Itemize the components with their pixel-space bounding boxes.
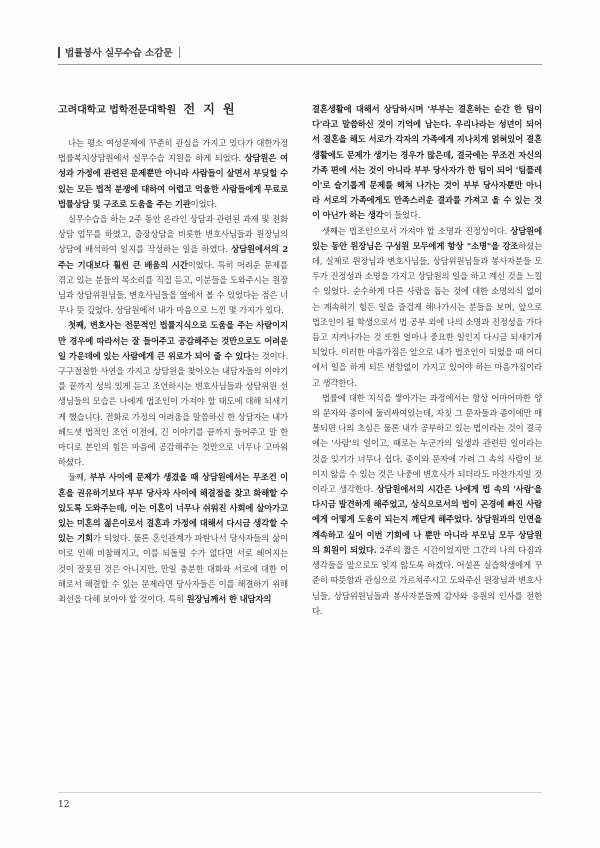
paragraph	[312, 224, 542, 391]
right-column	[312, 102, 542, 619]
bold-text-run: 상담원에서의 시간은 나에게 법 속의 '사람'을 다시금 발견하게 해주었고, 상식으로서의 법이 곤경에 빠진 사람에게 어떻게 도움이 되는지 깨닫게 해주었다. 상담원과의 인연을 계속하고 싶어 이번 기회에 나 뿐만 아니라 부모님 모두 상담원의 회원이 되었다.	[312, 484, 542, 555]
author-name: 전 지 원	[183, 102, 237, 116]
left-paragraphs	[58, 136, 288, 607]
bold-text-run: 상담원에서의 2주는 기대보다 훨씬 큰 배움의 시간	[58, 244, 288, 270]
footer-rule	[58, 792, 542, 793]
section-title: 법률봉사 실무수습 소감문	[65, 48, 173, 59]
text-run: 이었다.	[190, 198, 217, 209]
left-column	[58, 100, 288, 607]
author-affiliation: 고려대학교 법학전문대학원	[58, 105, 177, 116]
paragraph	[58, 318, 288, 470]
text-run: 하셨는데, 실제로 원장님과 변호사님들, 상담위원님들과 봉사자분들 모두가 진정성과 소명을 가지고 상담원의 일을 하고 계신 것을 느낄 수 있었다. 순수하게 다른 사람을 돕는 것에 대한 소명의식 없이는 계속하기 힘든 일을 즐겁게 해나가시는 분들을 보며, 앞으로 법조인이 될 학생으로서 법 공부 외에 나의 소명과 진정성을 가다듬고 지켜나가는 것 또한 얼마나 중요한 일인지 다시금 되새기게 되었다. 이러한 마음가짐은 앞으로 내가 법조인이 되었을 때 어디에서 일을 하게 되든 변함없이 가지고 있어야 하는 마음가짐이라고 생각한다.	[312, 240, 542, 388]
paragraph	[312, 391, 542, 619]
text-run: 실무수습을 하는 2주 동안 온라인 상담과 관련된 과제 및 전화상담 업무를 하였고, 출장상담을 비롯한 변호사님들과 원장님의 상담에 배석하여 일지를 작성하는 일을 하였다.	[58, 214, 288, 255]
text-run: 는 것이다. 구구절절한 사연을 가지고 상담원을 찾아오는 내담자들의 이야기를 끝까지 성의 있게 듣고 조언하시는 변호사님들과 상담위원 선생님들의 모습은 나에게 법조인이 가져야 할 태도에 대해 되새기게 했습니다. 전화로 가정의 어려움을 말씀하신 한 상담자는 내가 헤드셋 법적인 조언 이전에, 긴 이야기를 끝까지 들어주고 말 한마디로 본인의 힘든 마음에 공감해주는 것만으로 너무나 고마워하셨다.	[58, 350, 289, 468]
bold-text-run: 결혼생활에 대해서 상담하시며 '부부는 결혼하는 순간 한 팀이다'라고 말씀하신 것이 기억에 남는다. 우리나라는 성년이 되어서 결혼을 해도 서로가 각자의 가족에게 지나치게 얽혀있어 결혼생활에도 문제가 생기는 경우가 많은데, 결국에는 무조건 자신의 가족 편에 서는 것이 아니라 부부 당사자가 한 팀이 되어 '팀플레이'로 슬기롭게 문제를 헤쳐 나가는 것이 부부 당사자뿐만 아니라 서로의 가족에게도 만족스러운 결과를 가져고 올 수 있는 것이 아닌가 하는 생각	[312, 104, 542, 221]
right-paragraphs	[312, 102, 542, 619]
bold-text-run: 부부 사이에 문제가 생겼을 때 상담원에서는 무조건 이혼을 권유하기보다 부부 당사자 사이에 해결점을 찾고 화해할 수 있도록 도와주는데, 이는 이혼이 너무나 쉬워진 사회에 살아가고 있는 미혼의 젊은이로서 결혼과 가정에 대해서 다시금 생각할 수 있는 기회	[58, 472, 288, 544]
header-divider-mark	[179, 47, 180, 58]
header-bar-mark	[58, 47, 60, 58]
paragraph	[58, 136, 288, 212]
text-run: 이었다. 특히 어려운 문제를 겪고 있는 분들의 목소리를 직접 듣고, 이분들을 도와주시는 원장님과 상담위원님들, 변호사님들을 옆에서 볼 수 있었다는 점은 너무나 뜻 깊었다. 상담원에서 내가 마음으로 느낀 몇 가지가 있다.	[58, 259, 288, 316]
paragraph	[58, 212, 288, 318]
header-rule	[58, 64, 542, 65]
bold-text-run: 상담원에 있는 동안 원장님은 구성원 모두에게 항상 "소명"을 강조	[312, 225, 542, 251]
author-line	[58, 100, 288, 124]
text-run: 나는 평소 여성문제에 꾸준히 관심을 가지고 있다가 대한가정법률복지상담원에서 실무수습 지원을 하게 되었다.	[58, 138, 288, 164]
text-run: 이 들었다.	[383, 210, 421, 221]
text-run: 법률에 대한 지식을 쌓아가는 과정에서는 항상 어마어마한 양의 문자와 종이에 둘러싸여있는데, 자칫 그 문자들과 종이에만 매몰되면 나의 초심은 물론 내가 공부하고 있는 법이라는 것이 결국에는 '사람'의 일이고, 때로는 누군가의 일생과 관련된 일이라는 것을 잊기가 너무나 쉽다. 종이와 문자에 가려 그 속의 사람이 보이지 않을 수 있는 것은 나중에 변호사가 되더라도 마찬가지일 것이라고 생각한다.	[312, 392, 542, 495]
paragraph	[312, 102, 542, 224]
page-number: 12	[58, 800, 70, 810]
text-run: 셋째는 법조인으로서 가져야 할 소명과 진정성이다.	[322, 225, 511, 236]
bold-text-run: 첫째, 변호사는 전문적인 법률지식으로 도움을 주는 사람이지만 경우에 따라서는 잘 들어주고 공감해주는 것만으로도 어려운 일 가운데에 있는 사람에게 큰 위로가 되어 줄 수 있다	[58, 320, 288, 361]
bold-text-run: 원장님께서 한 내담자의	[186, 594, 272, 605]
bold-text-run: 상담원은 여성과 가정에 관련된 문제뿐만 아니라 사람들이 살면서 부딪힐 수 있는 모든 법적 분쟁에 대하여 어렵고 억울한 사람들에게 무료로 법률상담 및 구조로 도움을 주는 기관	[58, 153, 288, 209]
section-header	[58, 44, 180, 60]
text-run: 둘째,	[68, 472, 90, 483]
paragraph	[58, 470, 288, 607]
text-run: 가 되었다. 물론 혼인관계가 파탄나서 당사자들의 삶이 이로 인해 비참해지고, 이를 되돌릴 수가 없다면 서로 헤어지는 것이 잘못된 것은 아니지만, 만일 충분한 대화와 서로에 대한 이해로서 해결할 수 있는 문제라면 당사자들은 이를 해결하기 위해 최선을 다해 보아야 할 것이다. 특히	[58, 533, 289, 605]
text-run: 2주의 짧은 시간이었지만 그간의 나의 다짐과 생각들을 앞으로도 잊지 않도록 하겠다. 어설픈 실습학생에게 꾸준히 따뜻함과 관심으로 가르쳐주시고 도와주신 원장님과 변호사님들, 상담위원님들과 봉사자분들께 감사와 응원의 인사를 전한다.	[312, 544, 542, 616]
